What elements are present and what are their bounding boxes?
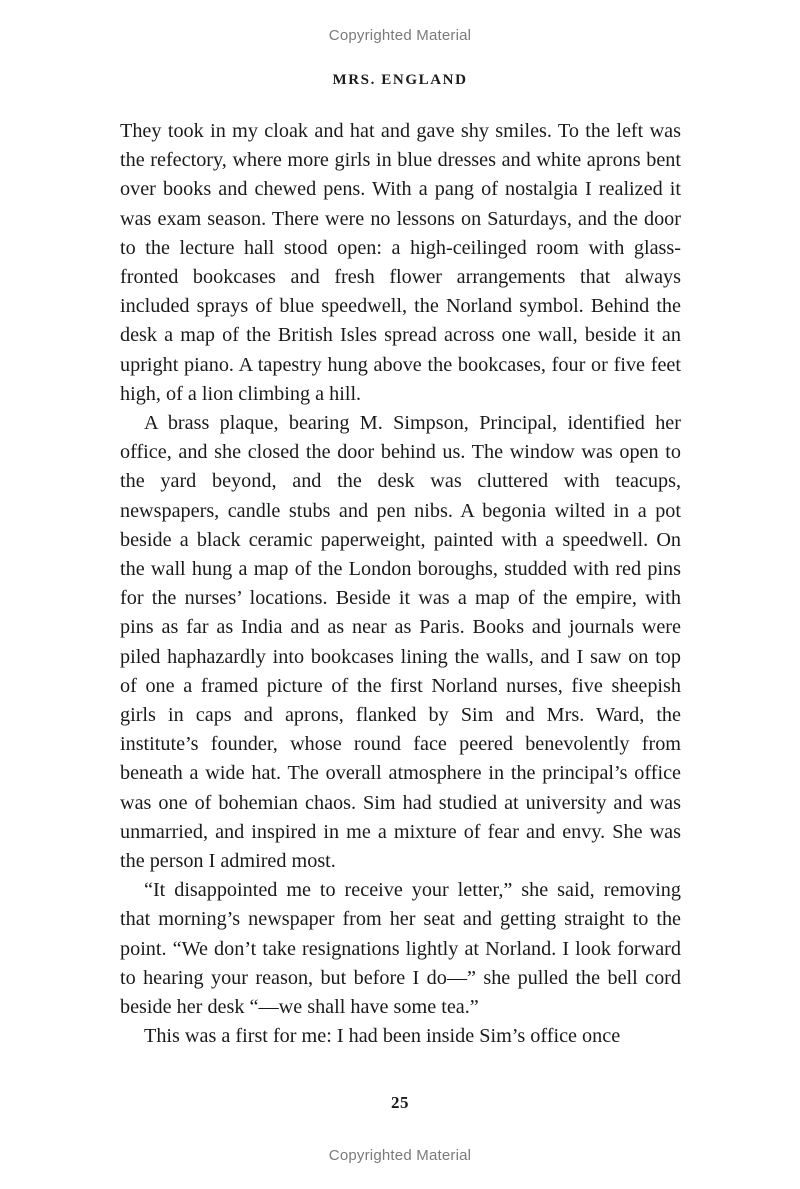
copyright-watermark-bottom: Copyrighted Material [328, 1147, 472, 1164]
paragraph: This was a first for me: I had been inside Sim’s office once [144, 1025, 621, 1048]
paragraph: They took in my cloak and hat and gave shy smiles. To the left was the refectory, where more girls in blue dresses and white aprons bent over books and chewed pens. With a pang of nostalgia I realized it was exam season. There were no lessons on Saturdays, and the door to the lecture hall stood open: a high-ceilinged room with glass-fronted bookcases and fresh flower arrangements that always included sprays of blue speedwell, the Norland symbol. Behind the desk a map of the British Isles spread across one wall, beside it an upright piano. A tapestry hung above the bookcases, four or five feet high, of a lion climbing a hill. [120, 120, 681, 405]
body-text [120, 117, 681, 1052]
page-number: 25 [391, 1093, 409, 1112]
copyright-watermark-top: Copyrighted Material [328, 27, 472, 44]
running-head: MRS. ENGLAND [332, 72, 468, 88]
paragraph: “It disappointed me to receive your letter,” she said, removing that morning’s newspaper from her seat and getting straight to the point. “We don’t take resignations lightly at Norland. I look forward to hearing your reason, but before I do—” she pulled the bell cord beside her desk “—we shall have some tea.” [120, 879, 681, 1019]
paragraph: A brass plaque, bearing M. Simpson, Principal, identified her office, and she closed the door behind us. The window was open to the yard beyond, and the desk was cluttered with teacups, newspapers, candle stubs and pen nibs. A begonia wilted in a pot beside a black ceramic paperweight, painted with a speedwell. On the wall hung a map of the London boroughs, studded with red pins for the nurses’ locations. Beside it was a map of the empire, with pins as far as India and as near as Paris. Books and journals were piled haphazardly into bookcases lining the walls, and I saw on top of one a framed picture of the first Norland nurses, five sheepish girls in caps and aprons, flanked by Sim and Mrs. Ward, the institute’s founder, whose round face peered benevolently from beneath a wide hat. The overall atmosphere in the principal’s office was one of bohemian chaos. Sim had studied at university and was unmarried, and inspired in me a mixture of fear and envy. She was the person I admired most. [120, 412, 681, 873]
